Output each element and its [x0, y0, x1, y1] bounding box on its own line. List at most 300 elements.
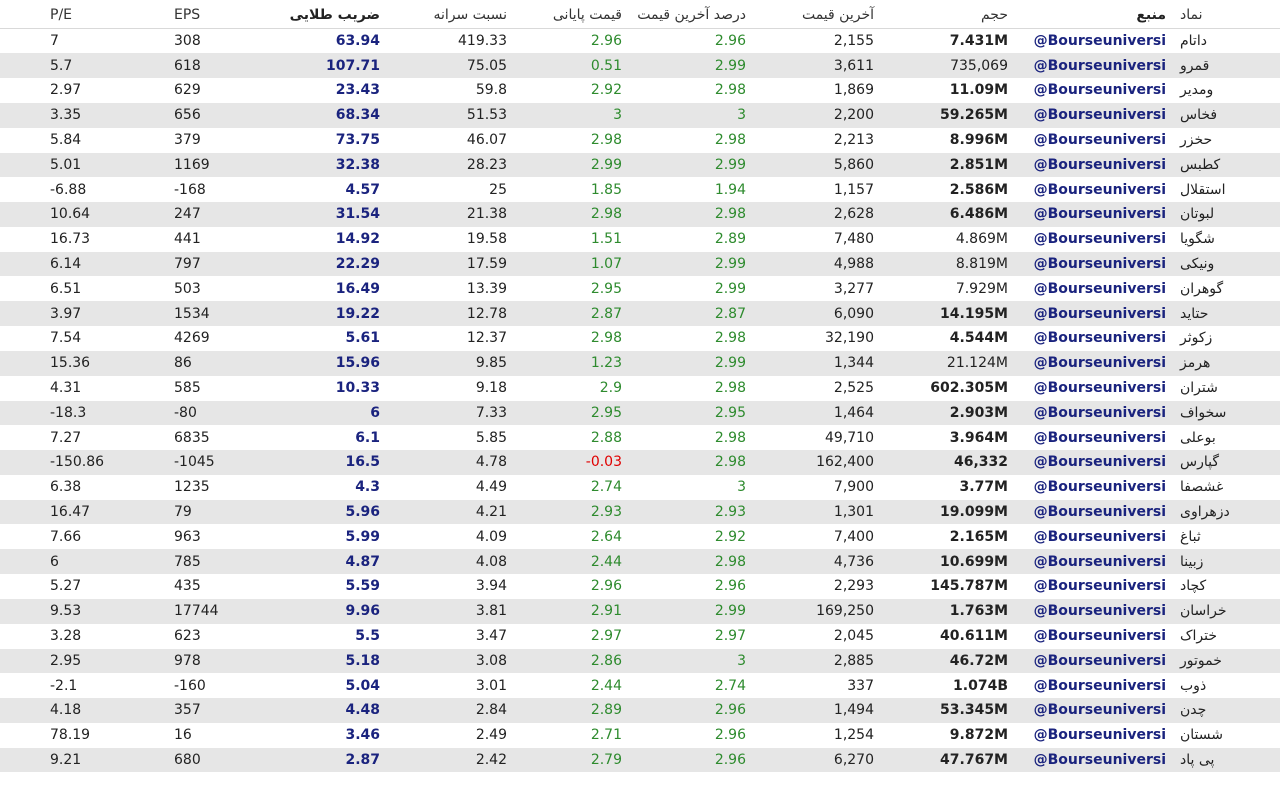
cell-per-capita: 2.84: [475, 702, 507, 719]
table-row[interactable]: [0, 723, 1280, 748]
cell-per-capita: 2.49: [475, 727, 507, 744]
cell-per-capita: 9.85: [475, 355, 507, 372]
cell-pe: 16.73: [50, 231, 91, 248]
cell-pe: 7: [50, 32, 59, 49]
cell-volume: 46,332: [953, 454, 1008, 471]
cell-close-price: 1.85: [590, 181, 622, 198]
cell-symbol[interactable]: شگویا: [1180, 231, 1215, 248]
cell-per-capita: 3.01: [475, 677, 507, 694]
cell-pe: 6.14: [50, 256, 82, 273]
cell-gold-ratio: 4.3: [355, 479, 380, 496]
cell-source[interactable]: @Bourseuniversi: [1033, 355, 1166, 372]
cell-last-price-percent: 2.98: [714, 132, 746, 149]
cell-symbol[interactable]: ذوب: [1180, 677, 1207, 694]
cell-symbol[interactable]: شستان: [1180, 727, 1223, 744]
cell-per-capita: 2.42: [475, 752, 507, 769]
cell-symbol[interactable]: شتران: [1180, 380, 1218, 397]
cell-source[interactable]: @Bourseuniversi: [1033, 231, 1166, 248]
cell-last-price: 49,710: [825, 429, 874, 446]
cell-volume: 53.345M: [940, 702, 1008, 719]
cell-pe: 7.54: [50, 330, 82, 347]
table-row[interactable]: [0, 574, 1280, 599]
cell-last-price: 1,494: [833, 702, 874, 719]
cell-eps: 379: [174, 132, 201, 149]
cell-per-capita: 3.47: [475, 628, 507, 645]
cell-close-price: 2.98: [590, 206, 622, 223]
cell-source[interactable]: @Bourseuniversi: [1033, 404, 1166, 421]
header-pe[interactable]: P/E: [50, 7, 73, 23]
cell-source[interactable]: @Bourseuniversi: [1033, 132, 1166, 149]
table-row[interactable]: [0, 450, 1280, 475]
cell-close-price: 2.95: [590, 280, 622, 297]
cell-pe: 16.47: [50, 504, 91, 521]
cell-last-price-percent: 2.96: [714, 727, 746, 744]
cell-close-price: 2.89: [590, 702, 622, 719]
table-row[interactable]: [0, 525, 1280, 550]
table-row[interactable]: [0, 673, 1280, 698]
cell-close-price: 2.87: [590, 305, 622, 322]
cell-source[interactable]: @Bourseuniversi: [1033, 82, 1166, 99]
header-volume[interactable]: حجم: [980, 7, 1008, 23]
cell-last-price: 1,869: [833, 82, 874, 99]
cell-last-price-percent: 3: [737, 107, 746, 124]
cell-last-price-percent: 2.98: [714, 206, 746, 223]
cell-per-capita: 419.33: [458, 32, 507, 49]
cell-gold-ratio: 5.61: [345, 330, 380, 347]
cell-eps: -160: [174, 677, 206, 694]
cell-close-price: 0.51: [590, 57, 622, 74]
cell-pe: 5.27: [50, 578, 82, 595]
header-symbol[interactable]: نماد: [1180, 7, 1203, 23]
cell-volume: 8.819M: [955, 256, 1008, 273]
cell-volume: 2.586M: [949, 181, 1008, 198]
cell-last-price: 2,213: [833, 132, 874, 149]
table-row[interactable]: [0, 128, 1280, 153]
cell-gold-ratio: 10.33: [335, 380, 380, 397]
cell-last-price: 1,254: [833, 727, 874, 744]
cell-per-capita: 51.53: [466, 107, 507, 124]
table-row[interactable]: [0, 624, 1280, 649]
header-last-price-percent[interactable]: درصد آخرین قیمت: [637, 7, 746, 23]
cell-symbol[interactable]: گپارس: [1180, 454, 1220, 471]
table-row[interactable]: [0, 227, 1280, 252]
cell-symbol[interactable]: ثباغ: [1180, 528, 1201, 545]
cell-last-price-percent: 2.95: [714, 404, 746, 421]
cell-eps: 963: [174, 528, 201, 545]
cell-eps: 4269: [174, 330, 210, 347]
cell-gold-ratio: 5.59: [345, 578, 380, 595]
cell-close-price: 2.64: [590, 528, 622, 545]
header-eps[interactable]: EPS: [174, 7, 201, 23]
cell-last-price-percent: 2.96: [714, 752, 746, 769]
cell-symbol[interactable]: بوعلی: [1180, 429, 1216, 446]
cell-close-price: 2.96: [590, 32, 622, 49]
cell-symbol[interactable]: چدن: [1180, 702, 1207, 719]
cell-per-capita: 9.18: [475, 380, 507, 397]
cell-volume: 1.074B: [953, 677, 1008, 694]
cell-source[interactable]: @Bourseuniversi: [1033, 330, 1166, 347]
cell-last-price-percent: 2.96: [714, 32, 746, 49]
cell-eps: 618: [174, 57, 201, 74]
cell-per-capita: 4.49: [475, 479, 507, 496]
table-row[interactable]: [0, 29, 1280, 54]
cell-gold-ratio: 4.57: [345, 181, 380, 198]
cell-gold-ratio: 5.04: [345, 677, 380, 694]
cell-close-price: 2.95: [590, 404, 622, 421]
cell-symbol[interactable]: ومدیر: [1180, 82, 1214, 99]
cell-close-price: 2.74: [590, 479, 622, 496]
table-row[interactable]: [0, 475, 1280, 500]
cell-eps: 503: [174, 280, 201, 297]
cell-eps: -168: [174, 181, 206, 198]
cell-close-price: 1.51: [590, 231, 622, 248]
cell-volume: 10.699M: [940, 553, 1008, 570]
cell-symbol[interactable]: قمرو: [1180, 57, 1210, 74]
cell-source[interactable]: @Bourseuniversi: [1033, 305, 1166, 322]
cell-volume: 3.77M: [959, 479, 1008, 496]
cell-last-price: 6,270: [833, 752, 874, 769]
table-row[interactable]: [0, 177, 1280, 202]
cell-close-price: 2.9: [599, 380, 622, 397]
cell-gold-ratio: 22.29: [335, 256, 380, 273]
cell-symbol[interactable]: سخواف: [1180, 404, 1227, 421]
cell-close-price: 1.07: [590, 256, 622, 273]
cell-per-capita: 17.59: [466, 256, 507, 273]
header-last-price[interactable]: آخرین قیمت: [801, 7, 874, 23]
cell-last-price-percent: 2.74: [714, 677, 746, 694]
table-row[interactable]: [0, 202, 1280, 227]
cell-volume: 14.195M: [940, 305, 1008, 322]
cell-pe: 4.18: [50, 702, 82, 719]
cell-last-price-percent: 2.99: [714, 355, 746, 372]
cell-last-price: 5,860: [833, 156, 874, 173]
cell-close-price: 2.44: [590, 553, 622, 570]
cell-eps: -1045: [174, 454, 215, 471]
cell-gold-ratio: 15.96: [335, 355, 380, 372]
cell-source[interactable]: @Bourseuniversi: [1033, 553, 1166, 570]
cell-eps: 785: [174, 553, 201, 570]
cell-close-price: 2.98: [590, 330, 622, 347]
cell-last-price: 7,900: [833, 479, 874, 496]
cell-eps: 308: [174, 32, 201, 49]
cell-pe: 9.21: [50, 752, 82, 769]
cell-last-price-percent: 2.87: [714, 305, 746, 322]
cell-volume: 7.431M: [949, 32, 1008, 49]
cell-pe: 6.38: [50, 479, 82, 496]
cell-last-price: 2,885: [833, 652, 874, 669]
cell-symbol[interactable]: خراسان: [1180, 603, 1227, 620]
cell-pe: 3.35: [50, 107, 82, 124]
cell-source[interactable]: @Bourseuniversi: [1033, 528, 1166, 545]
cell-symbol[interactable]: استقلال: [1180, 181, 1226, 198]
cell-source[interactable]: @Bourseuniversi: [1033, 479, 1166, 496]
cell-last-price-percent: 2.97: [714, 628, 746, 645]
header-gold-ratio[interactable]: ضریب طلایی: [289, 7, 380, 23]
cell-symbol[interactable]: گوهران: [1180, 280, 1224, 297]
cell-symbol[interactable]: حتاید: [1180, 305, 1209, 322]
cell-source[interactable]: @Bourseuniversi: [1033, 578, 1166, 595]
table-row[interactable]: [0, 53, 1280, 78]
cell-per-capita: 5.85: [475, 429, 507, 446]
cell-pe: 2.95: [50, 652, 82, 669]
cell-pe: 5.7: [50, 57, 73, 74]
table-row[interactable]: [0, 78, 1280, 103]
cell-last-price-percent: 2.98: [714, 553, 746, 570]
table-row[interactable]: [0, 599, 1280, 624]
cell-last-price-percent: 2.99: [714, 603, 746, 620]
cell-volume: 2.851M: [949, 156, 1008, 173]
cell-symbol[interactable]: زبینا: [1180, 553, 1204, 570]
cell-symbol[interactable]: پی پاد: [1180, 752, 1215, 769]
cell-source[interactable]: @Bourseuniversi: [1033, 702, 1166, 719]
cell-source[interactable]: @Bourseuniversi: [1033, 454, 1166, 471]
cell-last-price: 169,250: [816, 603, 874, 620]
cell-gold-ratio: 2.87: [345, 752, 380, 769]
cell-per-capita: 12.37: [466, 330, 507, 347]
cell-per-capita: 75.05: [466, 57, 507, 74]
cell-volume: 6.486M: [949, 206, 1008, 223]
cell-pe: 78.19: [50, 727, 91, 744]
cell-source[interactable]: @Bourseuniversi: [1033, 57, 1166, 74]
cell-per-capita: 7.33: [475, 404, 507, 421]
cell-pe: 9.53: [50, 603, 82, 620]
cell-last-price: 2,045: [833, 628, 874, 645]
cell-source[interactable]: @Bourseuniversi: [1033, 504, 1166, 521]
cell-last-price-percent: 3: [737, 652, 746, 669]
cell-gold-ratio: 32.38: [335, 156, 380, 173]
cell-pe: 6: [50, 553, 59, 570]
cell-last-price-percent: 2.98: [714, 330, 746, 347]
table-row[interactable]: [0, 500, 1280, 525]
cell-symbol[interactable]: ونیکی: [1180, 256, 1215, 273]
cell-last-price-percent: 2.92: [714, 528, 746, 545]
table-row[interactable]: [0, 326, 1280, 351]
cell-eps: 441: [174, 231, 201, 248]
cell-last-price: 3,277: [833, 280, 874, 297]
cell-per-capita: 3.94: [475, 578, 507, 595]
cell-last-price: 1,301: [833, 504, 874, 521]
cell-gold-ratio: 4.87: [345, 553, 380, 570]
cell-gold-ratio: 9.96: [345, 603, 380, 620]
cell-source[interactable]: @Bourseuniversi: [1033, 206, 1166, 223]
cell-last-price: 7,480: [833, 231, 874, 248]
cell-last-price: 1,157: [833, 181, 874, 198]
cell-close-price: 2.71: [590, 727, 622, 744]
cell-pe: 10.64: [50, 206, 91, 223]
cell-volume: 46.72M: [949, 652, 1008, 669]
cell-per-capita: 46.07: [466, 132, 507, 149]
cell-gold-ratio: 14.92: [335, 231, 380, 248]
table-row[interactable]: [0, 748, 1280, 773]
cell-gold-ratio: 6: [370, 404, 380, 421]
cell-source[interactable]: @Bourseuniversi: [1033, 181, 1166, 198]
cell-source[interactable]: @Bourseuniversi: [1033, 256, 1166, 273]
cell-last-price: 2,155: [833, 32, 874, 49]
cell-close-price: -0.03: [585, 454, 622, 471]
cell-symbol[interactable]: خموتور: [1180, 652, 1222, 669]
cell-last-price-percent: 2.99: [714, 156, 746, 173]
cell-eps: 797: [174, 256, 201, 273]
cell-close-price: 2.88: [590, 429, 622, 446]
cell-last-price-percent: 2.96: [714, 578, 746, 595]
cell-gold-ratio: 5.96: [345, 504, 380, 521]
cell-symbol[interactable]: کچاد: [1180, 578, 1207, 595]
table-row[interactable]: [0, 698, 1280, 723]
table-row[interactable]: [0, 351, 1280, 376]
cell-eps: 585: [174, 380, 201, 397]
cell-pe: 5.84: [50, 132, 82, 149]
cell-gold-ratio: 16.49: [335, 280, 380, 297]
cell-eps: -80: [174, 404, 197, 421]
cell-gold-ratio: 107.71: [325, 57, 380, 74]
cell-last-price-percent: 2.99: [714, 280, 746, 297]
cell-source[interactable]: @Bourseuniversi: [1033, 727, 1166, 744]
cell-volume: 4.544M: [949, 330, 1008, 347]
table-row[interactable]: [0, 401, 1280, 426]
cell-per-capita: 25: [489, 181, 507, 198]
cell-volume: 47.767M: [940, 752, 1008, 769]
cell-eps: 357: [174, 702, 201, 719]
cell-gold-ratio: 63.94: [335, 32, 380, 49]
cell-last-price: 1,464: [833, 404, 874, 421]
table-row[interactable]: [0, 153, 1280, 178]
cell-source[interactable]: @Bourseuniversi: [1033, 652, 1166, 669]
cell-gold-ratio: 19.22: [335, 305, 380, 322]
cell-per-capita: 13.39: [466, 280, 507, 297]
cell-close-price: 2.98: [590, 132, 622, 149]
cell-last-price: 7,400: [833, 528, 874, 545]
cell-volume: 8.996M: [949, 132, 1008, 149]
table-header: [0, 2, 1280, 29]
cell-volume: 735,069: [950, 57, 1008, 74]
cell-source[interactable]: @Bourseuniversi: [1033, 628, 1166, 645]
table-row[interactable]: [0, 376, 1280, 401]
cell-symbol[interactable]: زکوثر: [1180, 330, 1213, 347]
cell-volume: 59.265M: [940, 107, 1008, 124]
cell-last-price-percent: 2.99: [714, 57, 746, 74]
cell-close-price: 2.92: [590, 82, 622, 99]
cell-eps: 1235: [174, 479, 210, 496]
cell-symbol[interactable]: کطبس: [1180, 156, 1221, 173]
table-row[interactable]: [0, 649, 1280, 674]
cell-last-price: 337: [847, 677, 874, 694]
cell-last-price-percent: 2.98: [714, 454, 746, 471]
cell-gold-ratio: 3.46: [345, 727, 380, 744]
cell-last-price-percent: 1.94: [714, 181, 746, 198]
cell-gold-ratio: 23.43: [335, 82, 380, 99]
cell-pe: 5.01: [50, 156, 82, 173]
table-row[interactable]: [0, 549, 1280, 574]
cell-source[interactable]: @Bourseuniversi: [1033, 429, 1166, 446]
cell-last-price-percent: 2.98: [714, 82, 746, 99]
cell-per-capita: 21.38: [466, 206, 507, 223]
cell-source[interactable]: @Bourseuniversi: [1033, 603, 1166, 620]
header-close-price[interactable]: قیمت پایانی: [552, 7, 622, 23]
cell-last-price-percent: 2.89: [714, 231, 746, 248]
cell-pe: -150.86: [50, 454, 105, 471]
cell-per-capita: 28.23: [466, 156, 507, 173]
cell-pe: -6.88: [50, 181, 87, 198]
cell-last-price: 3,611: [833, 57, 874, 74]
cell-volume: 19.099M: [940, 504, 1008, 521]
table-row[interactable]: [0, 277, 1280, 302]
cell-gold-ratio: 5.5: [355, 628, 380, 645]
cell-source[interactable]: @Bourseuniversi: [1033, 107, 1166, 124]
cell-last-price: 2,200: [833, 107, 874, 124]
cell-per-capita: 4.08: [475, 553, 507, 570]
cell-symbol[interactable]: ختراک: [1180, 628, 1218, 645]
cell-source[interactable]: @Bourseuniversi: [1033, 32, 1166, 49]
cell-source[interactable]: @Bourseuniversi: [1033, 156, 1166, 173]
header-source[interactable]: منبع: [1136, 7, 1166, 23]
cell-per-capita: 3.08: [475, 652, 507, 669]
cell-volume: 1.763M: [949, 603, 1008, 620]
cell-last-price: 4,736: [833, 553, 874, 570]
cell-source[interactable]: @Bourseuniversi: [1033, 280, 1166, 297]
cell-last-price: 2,628: [833, 206, 874, 223]
cell-last-price-percent: 2.98: [714, 429, 746, 446]
cell-per-capita: 4.21: [475, 504, 507, 521]
cell-last-price-percent: 3: [737, 479, 746, 496]
cell-symbol[interactable]: هرمز: [1180, 355, 1211, 372]
cell-gold-ratio: 6.1: [355, 429, 380, 446]
cell-last-price: 32,190: [825, 330, 874, 347]
cell-volume: 40.611M: [940, 628, 1008, 645]
cell-symbol[interactable]: داتام: [1180, 32, 1207, 49]
cell-eps: 1169: [174, 156, 210, 173]
cell-volume: 7.929M: [955, 280, 1008, 297]
cell-pe: 4.31: [50, 380, 82, 397]
cell-volume: 145.787M: [930, 578, 1008, 595]
cell-pe: 3.28: [50, 628, 82, 645]
cell-last-price: 1,344: [833, 355, 874, 372]
cell-pe: 7.66: [50, 528, 82, 545]
cell-per-capita: 12.78: [466, 305, 507, 322]
cell-source[interactable]: @Bourseuniversi: [1033, 380, 1166, 397]
cell-volume: 9.872M: [949, 727, 1008, 744]
cell-symbol[interactable]: حخزر: [1180, 132, 1213, 149]
cell-last-price-percent: 2.98: [714, 380, 746, 397]
cell-close-price: 2.96: [590, 578, 622, 595]
table-row[interactable]: [0, 103, 1280, 128]
cell-symbol[interactable]: غشصفا: [1180, 479, 1224, 496]
cell-eps: 86: [174, 355, 192, 372]
header-per-capita[interactable]: نسبت سرانه: [433, 7, 507, 23]
cell-gold-ratio: 16.5: [345, 454, 380, 471]
cell-symbol[interactable]: فخاس: [1180, 107, 1218, 124]
table-row[interactable]: [0, 252, 1280, 277]
table-row[interactable]: [0, 425, 1280, 450]
cell-eps: 623: [174, 628, 201, 645]
cell-last-price-percent: 2.99: [714, 256, 746, 273]
cell-last-price: 4,988: [833, 256, 874, 273]
cell-per-capita: 4.09: [475, 528, 507, 545]
cell-eps: 247: [174, 206, 201, 223]
cell-pe: -18.3: [50, 404, 87, 421]
cell-symbol[interactable]: لبوتان: [1180, 206, 1215, 223]
cell-symbol[interactable]: دزهراوی: [1180, 504, 1230, 521]
cell-close-price: 2.97: [590, 628, 622, 645]
cell-volume: 602.305M: [930, 380, 1008, 397]
cell-eps: 656: [174, 107, 201, 124]
cell-close-price: 2.99: [590, 156, 622, 173]
cell-source[interactable]: @Bourseuniversi: [1033, 752, 1166, 769]
cell-source[interactable]: @Bourseuniversi: [1033, 677, 1166, 694]
cell-eps: 6835: [174, 429, 210, 446]
cell-pe: 7.27: [50, 429, 82, 446]
table-row[interactable]: [0, 301, 1280, 326]
cell-per-capita: 59.8: [475, 82, 507, 99]
